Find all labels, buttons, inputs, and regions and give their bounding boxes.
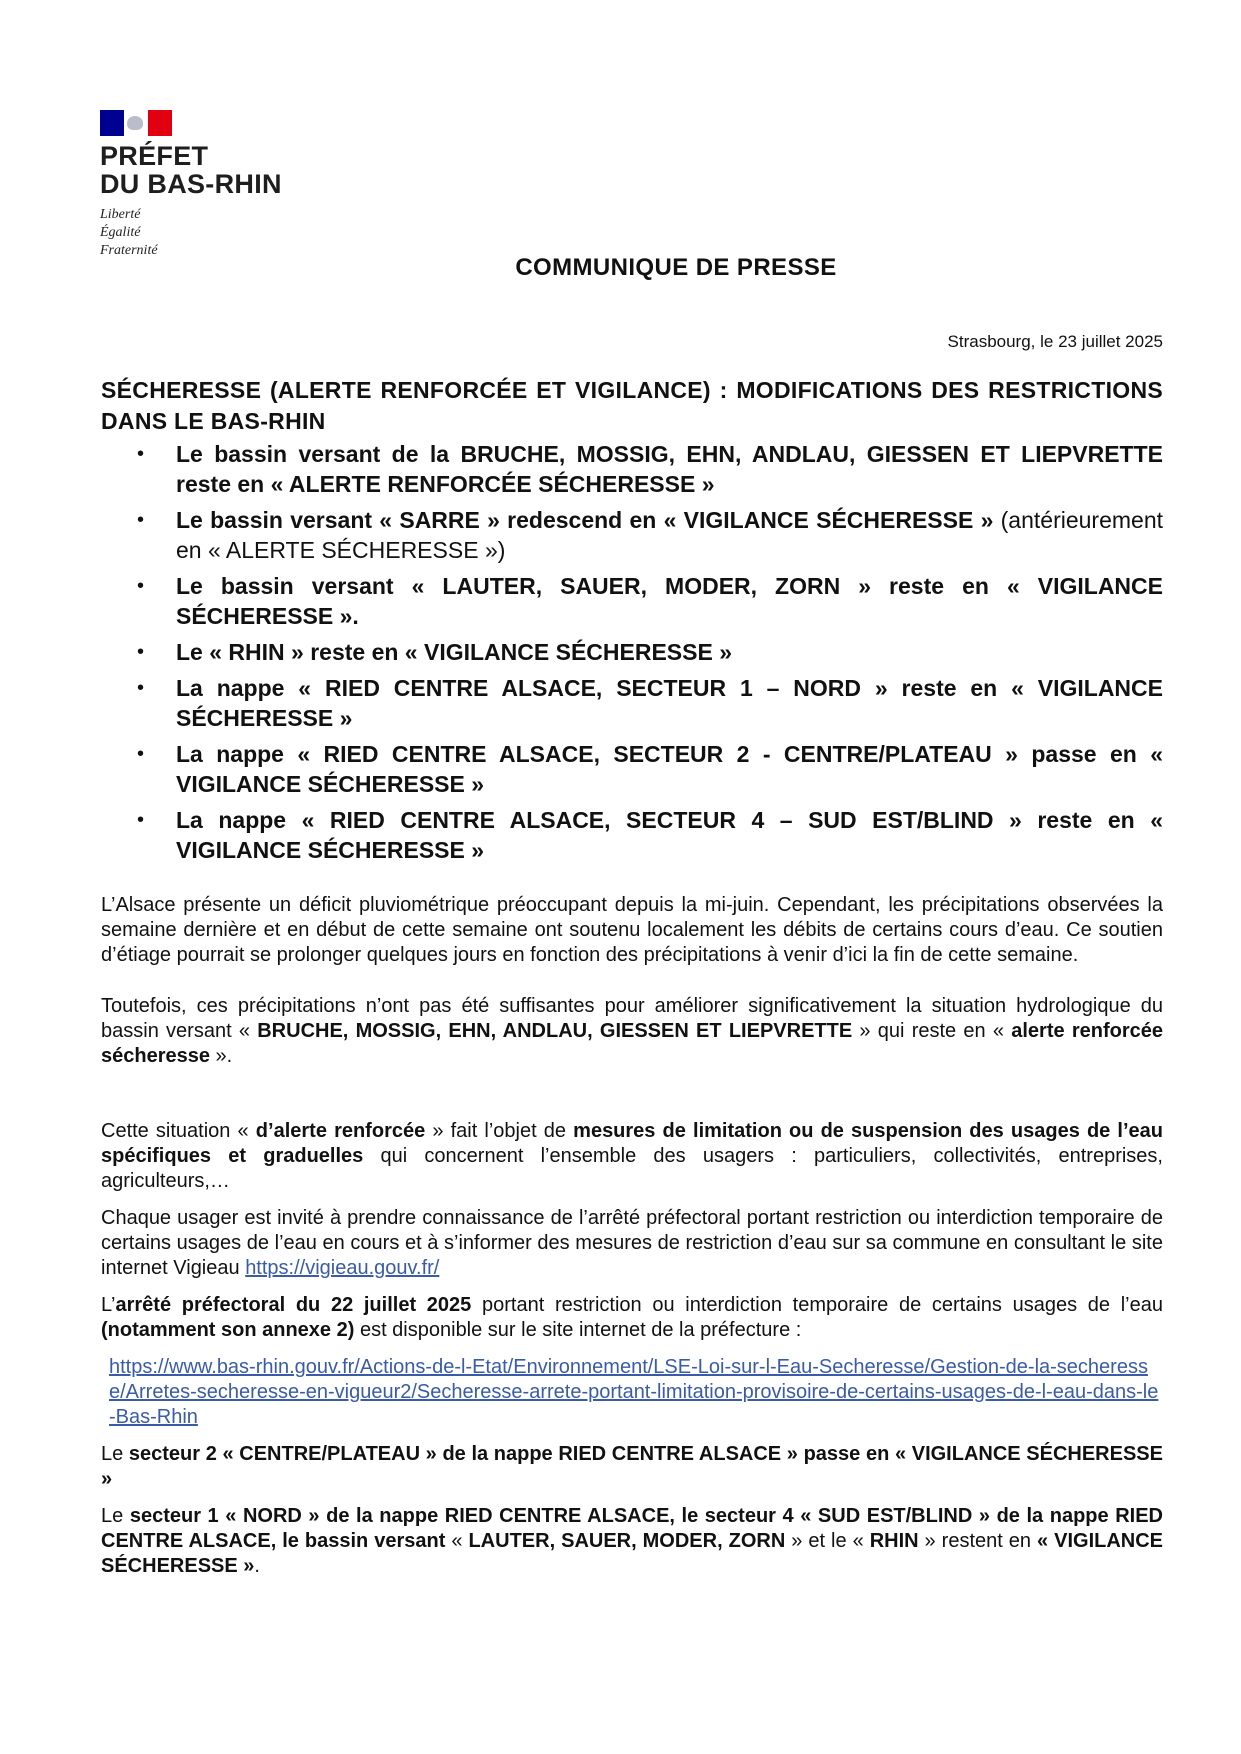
- paragraph-remaining-vigilance: Le secteur 1 « NORD » de la nappe RIED CENTRE ALSACE, le secteur 4 « SUD EST/BLIND » de la nappe RIED CENTRE ALSACE, le bassin versant « LAUTER, SAUER, MODER, ZORN » et le « RHIN » restent en « VIGILANCE SÉCHERESSE ».: [101, 1505, 1164, 1577]
- place-and-date: Strasbourg, le 23 juillet 2025: [947, 332, 1163, 351]
- bullet-dot-icon: •: [137, 641, 145, 663]
- document-body: [101, 375, 1163, 1591]
- document-title: SÉCHERESSE (ALERTE RENFORCÉE ET VIGILANCE) : MODIFICATIONS DES RESTRICTIONS DANS LE BAS-RHIN: [101, 377, 1163, 434]
- bullet-dot-icon: •: [137, 509, 145, 531]
- vigieau-link[interactable]: https://vigieau.gouv.fr/: [245, 1257, 440, 1279]
- bullet-dot-icon: •: [137, 809, 145, 831]
- summary-bullet: • Le « RHIN » reste en « VIGILANCE SÉCHERESSE »: [137, 639, 733, 665]
- motto-fraternite: Fraternité: [100, 243, 158, 258]
- bullet-dot-icon: •: [137, 443, 145, 465]
- motto-egalite: Égalité: [100, 225, 141, 240]
- paragraph-alert-measures: Cette situation « d’alerte renforcée » fait l’objet de mesures de limitation ou de suspension des usages de l’eau spécifiques et graduelles qui concernent l’ensemble des usagers : particuliers, collectivités, entreprises, agriculteurs,…: [101, 1120, 1163, 1192]
- bullet-dot-icon: •: [137, 677, 145, 699]
- paragraph-rainfall-deficit: L’Alsace présente un déficit pluviométrique préoccupant depuis la mi-juin. Cependant, les précipitations observées la semaine dernière et en début de cette semaine ont soutenu localement les débits de certains cours d’eau. Ce soutien d’étiage pourrait se prolonger quelques jours en fonction des précipitations à venir d’ici la fin de cette semaine.: [101, 894, 1163, 966]
- prefecture-link-paragraph: [101, 1355, 1163, 1430]
- press-release-label: COMMUNIQUE DE PRESSE: [515, 254, 837, 281]
- summary-bullet: • La nappe « RIED CENTRE ALSACE, SECTEUR 1 – NORD » reste en « VIGILANCE SÉCHERESSE »: [137, 675, 1163, 731]
- summary-bullet: • La nappe « RIED CENTRE ALSACE, SECTEUR 4 – SUD EST/BLIND » reste en « VIGILANCE SÉCHERESSE »: [137, 807, 1163, 863]
- paragraph-prefectoral-order: L’arrêté préfectoral du 22 juillet 2025 portant restriction ou interdiction temporaire de certains usages de l’eau (notamment son annexe 2) est disponible sur le site internet de la préfecture :: [101, 1294, 1163, 1341]
- summary-bullet-list: [101, 439, 1163, 865]
- bullet-dot-icon: •: [137, 575, 145, 597]
- summary-bullet: • La nappe « RIED CENTRE ALSACE, SECTEUR 2 - CENTRE/PLATEAU » passe en « VIGILANCE SÉCHERESSE »: [137, 741, 1163, 797]
- paragraph-hydrology: Toutefois, ces précipitations n’ont pas été suffisantes pour améliorer significativement la situation hydrologique du bassin versant « BRUCHE, MOSSIG, EHN, ANDLAU, GIESSEN ET LIEPVRETTE » qui reste en « alerte renforcée sécheresse ».: [101, 995, 1164, 1067]
- summary-bullet: • Le bassin versant « LAUTER, SAUER, MODER, ZORN » reste en « VIGILANCE SÉCHERESSE ».: [137, 573, 1163, 629]
- summary-bullet: • Le bassin versant de la BRUCHE, MOSSIG, EHN, ANDLAU, GIESSEN ET LIEPVRETTE reste en « ALERTE RENFORCÉE SÉCHERESSE »: [137, 441, 1163, 497]
- prefecture-website-link[interactable]: https://www.bas-rhin.gouv.fr/Actions-de-l-Etat/Environnement/LSE-Loi-sur-l-Eau-Secheresse/Gestion-de-la-secheresse/Arretes-secheresse-en-vigueur2/Secheresse-arrete-portant-limitation-provisoire-de-certains-usages-de-l-eau-dans-le-Bas-Rhin: [109, 1356, 1159, 1428]
- summary-bullet: • Le bassin versant « SARRE » redescend en « VIGILANCE SÉCHERESSE » (antérieurement en « ALERTE SÉCHERESSE »): [137, 507, 1164, 563]
- prefet-title-line-2: DU BAS-RHIN: [100, 169, 282, 199]
- prefet-title-line-1: PRÉFET: [100, 141, 209, 171]
- motto-liberte: Liberté: [100, 207, 141, 222]
- marianne-flag-icon: [100, 110, 172, 136]
- republic-motto: [100, 206, 282, 260]
- paragraph-sector-2: Le secteur 2 « CENTRE/PLATEAU » de la nappe RIED CENTRE ALSACE » passe en « VIGILANCE SÉCHERESSE »: [101, 1443, 1163, 1490]
- paragraph-vigieau: Chaque usager est invité à prendre connaissance de l’arrêté préfectoral portant restriction ou interdiction temporaire de certains usages de l’eau en cours et à s’informer des mesures de restriction d’eau sur sa commune en consultant le site internet Vigieau https://vigieau.gouv.fr/: [101, 1207, 1163, 1279]
- prefecture-logo: [100, 110, 282, 260]
- bullet-dot-icon: •: [137, 743, 145, 765]
